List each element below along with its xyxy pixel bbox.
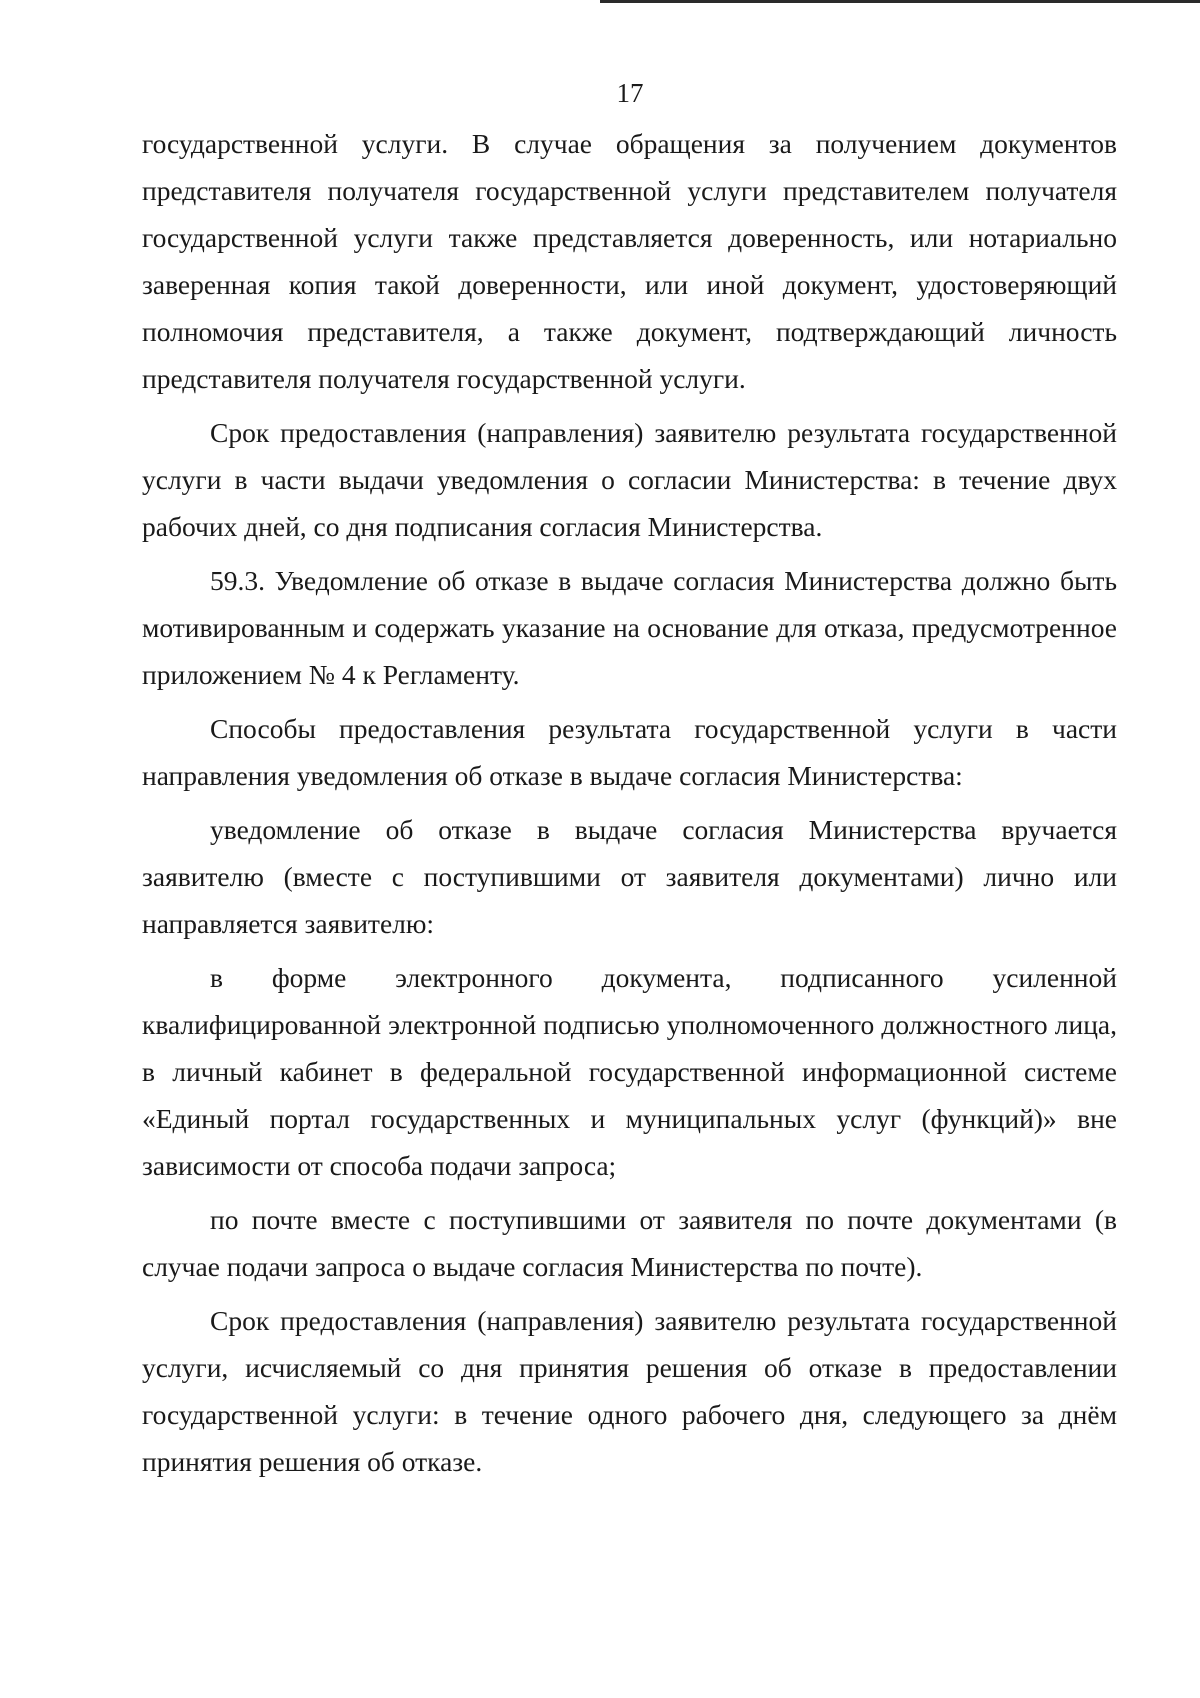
scan-edge-line (600, 0, 1200, 3)
paragraph-continuation: государственной услуги. В случае обращения за получением документов представителя получателя государственной услуги представителем получателя государственной услуги также представляется доверенность, или нотариально заверенная копия такой доверенности, или иной документ, удостоверяющий полномочия представителя, а также документ, подтверждающий личность представителя получателя государственной услуги. (142, 128, 1117, 394)
paragraph-by-mail: по почте вместе с поступившими от заявителя по почте документами (в случае подачи запроса о выдаче согласия Министерства по почте). (142, 1204, 1117, 1282)
paragraph-delivery-methods: Способы предоставления результата государственной услуги в части направления уведомления об отказе в выдаче согласия Министерства: (142, 713, 1117, 791)
paragraph-consent-deadline: Срок предоставления (направления) заявителю результата государственной услуги в части выдачи уведомления о согласии Министерства: в течение двух рабочих дней, со дня подписания согласия Министерства. (142, 417, 1117, 542)
page-number: 17 (616, 78, 644, 108)
paragraph-59-3: 59.3. Уведомление об отказе в выдаче согласия Министерства должно быть мотивированным и содержать указание на основание для отказа, предусмотренное приложением № 4 к Регламенту. (142, 565, 1117, 690)
document-body (142, 120, 1117, 1492)
paragraph-refusal-deadline: Срок предоставления (направления) заявителю результата государственной услуги, исчисляемый со дня принятия решения об отказе в предоставлении государственной услуги: в течение одного рабочего дня, следующего за днём принятия решения об отказе. (142, 1305, 1117, 1477)
paragraph-refusal-notice: уведомление об отказе в выдаче согласия Министерства вручается заявителю (вместе с поступившими от заявителя документами) лично или направляется заявителю: (142, 814, 1117, 939)
paragraph-electronic-form: в форме электронного документа, подписанного усиленной квалифицированной электронной подписью уполномоченного должностного лица, в личный кабинет в федеральной государственной информационной системе «Единый портал государственных и муниципальных услуг (функций)» вне зависимости от способа подачи запроса; (142, 962, 1117, 1181)
